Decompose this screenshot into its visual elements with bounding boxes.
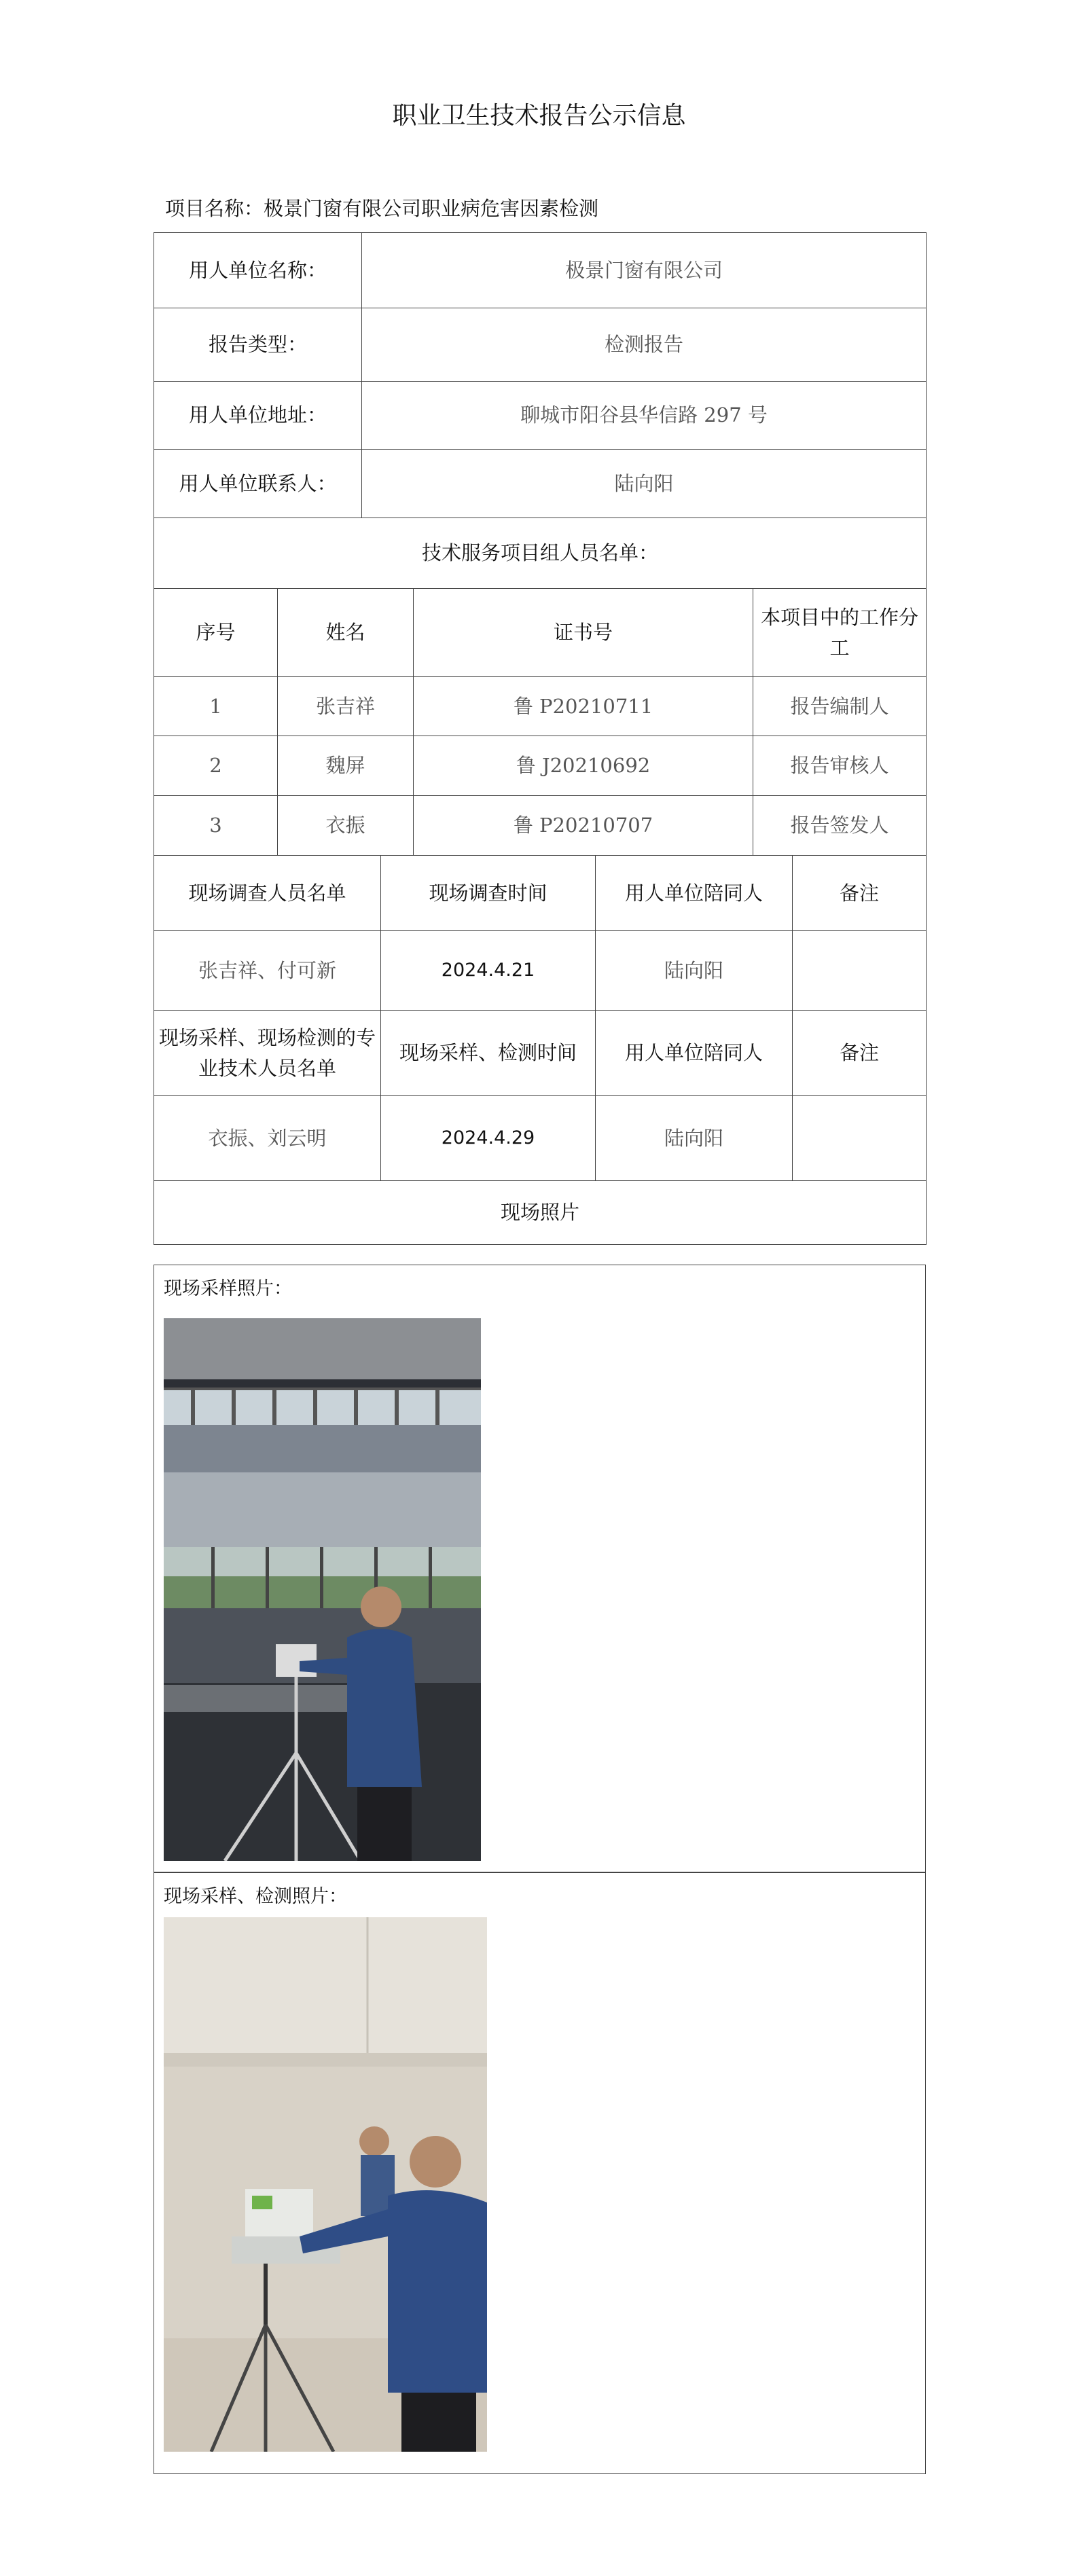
team-name: 张吉祥 (278, 677, 414, 736)
info-value: 陆向阳 (362, 450, 927, 518)
site-sampling-photo (164, 1318, 481, 1861)
team-header: 姓名 (278, 589, 414, 677)
sampling-header: 现场采样、检测时间 (381, 1011, 596, 1096)
info-value: 极景门窗有限公司 (362, 233, 927, 308)
survey-note (793, 931, 927, 1011)
sampling-date: 2024.4.29 (381, 1096, 596, 1181)
table-row (154, 856, 927, 931)
table-row (154, 1011, 927, 1096)
table-row (154, 1181, 927, 1245)
info-label: 用人单位地址： (154, 382, 362, 450)
team-cert: 鲁 J20210692 (414, 736, 753, 796)
survey-header: 用人单位陪同人 (596, 856, 793, 931)
team-name: 魏屏 (278, 736, 414, 796)
table-row (154, 796, 927, 856)
team-header: 序号 (154, 589, 278, 677)
team-role: 报告签发人 (753, 796, 927, 856)
team-table (154, 588, 927, 856)
project-name: 项目名称：极景门窗有限公司职业病危害因素检测 (165, 197, 599, 220)
survey-date: 2024.4.21 (381, 931, 596, 1011)
team-heading: 技术服务项目组人员名单： (154, 518, 927, 589)
site-testing-photo (164, 1917, 487, 2452)
table-row (154, 450, 927, 518)
team-no: 2 (154, 736, 278, 796)
team-cert: 鲁 P20210711 (414, 677, 753, 736)
team-header: 本项目中的工作分工 (753, 589, 927, 677)
team-header: 证书号 (414, 589, 753, 677)
info-table (154, 232, 927, 589)
table-row (154, 518, 927, 589)
table-row (154, 677, 927, 736)
team-role: 报告审核人 (753, 736, 927, 796)
photos-heading: 现场照片 (154, 1181, 927, 1245)
info-value: 聊城市阳谷县华信路 297 号 (362, 382, 927, 450)
sampling-header: 现场采样、现场检测的专业技术人员名单 (154, 1011, 381, 1096)
sampling-header: 备注 (793, 1011, 927, 1096)
photo-section-sampling (154, 1265, 926, 1872)
survey-table (154, 855, 927, 1245)
survey-escort: 陆向阳 (596, 931, 793, 1011)
table-row (154, 589, 927, 677)
sampling-escort: 陆向阳 (596, 1096, 793, 1181)
team-name: 衣振 (278, 796, 414, 856)
info-value: 检测报告 (362, 308, 927, 382)
survey-header: 现场调查人员名单 (154, 856, 381, 931)
table-row (154, 308, 927, 382)
sampling-note (793, 1096, 927, 1181)
survey-header: 备注 (793, 856, 927, 931)
info-label: 用人单位名称： (154, 233, 362, 308)
photo-section-label: 现场采样、检测照片： (164, 1886, 347, 1907)
table-row (154, 931, 927, 1011)
photo-section-label: 现场采样照片： (164, 1278, 292, 1299)
sampling-staff: 衣振、刘云明 (154, 1096, 381, 1181)
team-no: 1 (154, 677, 278, 736)
team-role: 报告编制人 (753, 677, 927, 736)
team-no: 3 (154, 796, 278, 856)
team-cert: 鲁 P20210707 (414, 796, 753, 856)
survey-staff: 张吉祥、付可新 (154, 931, 381, 1011)
sampling-header: 用人单位陪同人 (596, 1011, 793, 1096)
info-label: 报告类型： (154, 308, 362, 382)
table-row (154, 233, 927, 308)
survey-header: 现场调查时间 (381, 856, 596, 931)
table-row (154, 382, 927, 450)
photo-section-testing (154, 1872, 926, 2474)
table-row (154, 736, 927, 796)
table-row (154, 1096, 927, 1181)
page-title: 职业卫生技术报告公示信息 (392, 102, 686, 130)
info-label: 用人单位联系人： (154, 450, 362, 518)
